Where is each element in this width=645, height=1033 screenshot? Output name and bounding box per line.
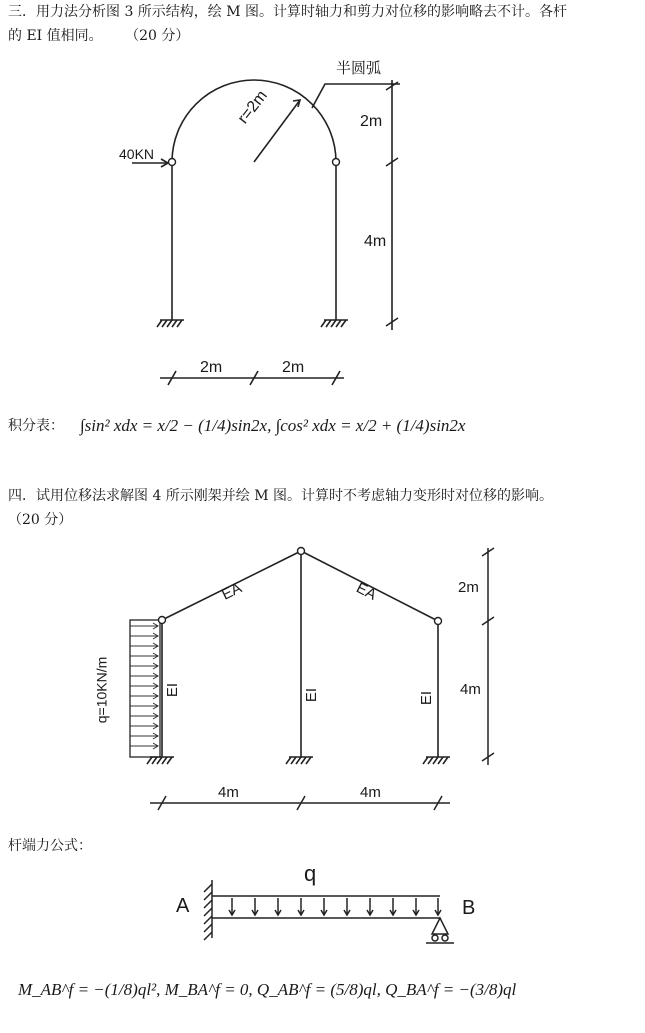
ea-left-label: EA — [219, 579, 245, 604]
load-label: 40KN — [119, 146, 155, 162]
hinge-apex — [298, 548, 305, 555]
problem3-score: （20 分） — [125, 28, 190, 44]
distributed-load-arrows — [130, 623, 158, 749]
arc-leader — [312, 84, 400, 108]
problem4-score: （20 分） — [8, 512, 73, 528]
hinge-right-top — [435, 618, 442, 625]
problem4-line1: 四．试用位移法求解图 4 所示刚架并绘 M 图。计算时不考虑轴力变形时对位移的影响。 — [8, 488, 554, 504]
beam-label-a: A — [176, 895, 190, 917]
dim-column-label: 4m — [364, 233, 387, 250]
dim4-left-label: 4m — [218, 784, 239, 801]
dim4-column-label: 4m — [460, 681, 481, 698]
ea-right-label: EA — [353, 579, 380, 604]
dim4-right-label: 4m — [360, 784, 381, 801]
fixed-end-formula-text: M_AB^f = −(1/8)ql², M_BA^f = 0, Q_AB^f = (5/8)ql, Q_BA^f = −(3/8)ql — [18, 980, 517, 999]
dim-right-label: 2m — [282, 359, 305, 376]
beam-label-b: B — [462, 897, 476, 919]
radius-label: r=2m — [234, 87, 271, 128]
arc-label: 半圆弧 — [336, 59, 382, 77]
ei-left-label: EI — [164, 682, 182, 698]
integral-formula-text: ∫sin² xdx = x/2 − (1/4)sin2x, ∫cos² xdx = x/2 + (1/4)sin2x — [80, 416, 466, 435]
dim-left-label: 2m — [200, 359, 223, 376]
hinge-left-top — [159, 617, 166, 624]
fixed-end-formula — [18, 968, 516, 1012]
integral-prefix: 积分表： — [8, 418, 64, 434]
fixed-end-title: 杆端力公式： — [8, 838, 92, 854]
hinge-right — [333, 159, 340, 166]
ei-right-label: EI — [418, 690, 436, 706]
beam-label-q: q — [304, 861, 317, 886]
integral-formula — [80, 402, 465, 450]
dim4-top-label: 2m — [458, 579, 479, 596]
distributed-load-box — [130, 620, 160, 757]
problem3-line2-text: 的 EI 值相同。 — [8, 28, 103, 44]
ei-middle-label: EI — [303, 687, 321, 703]
problem3-line1: 三．用力法分析图 3 所示结构，绘 M 图。计算时轴力和剪力对位移的影响略去不计。各杆 — [8, 4, 568, 20]
problem3-line2 — [8, 26, 189, 46]
hinge-left — [169, 159, 176, 166]
q-load-label: q=10KN/m — [93, 656, 110, 724]
dim-top-label: 2m — [360, 113, 383, 130]
